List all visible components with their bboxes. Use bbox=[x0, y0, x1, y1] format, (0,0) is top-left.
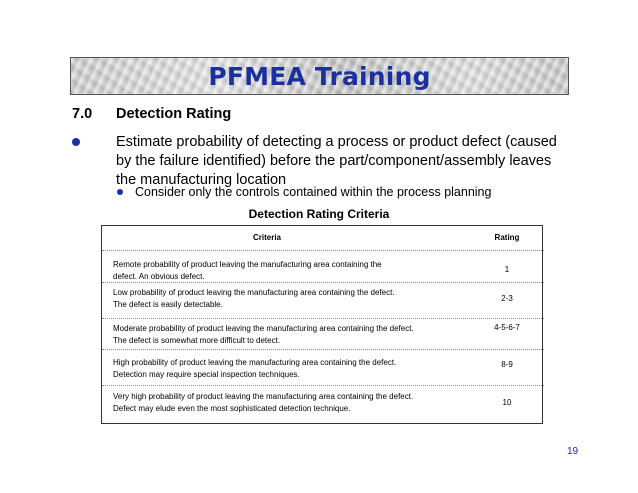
row-criteria-line1: Remote probability of product leaving the manufacturing area containing the bbox=[113, 260, 382, 269]
row-criteria bbox=[113, 323, 488, 347]
row-criteria-line1: Moderate probability of product leaving the manufacturing area containing the defect. bbox=[113, 324, 414, 333]
row-rating: 10 bbox=[502, 398, 512, 407]
row-divider bbox=[102, 318, 544, 319]
section-heading bbox=[72, 106, 231, 122]
main-bullet-text: Estimate probability of detecting a process or product defect (caused by the failure identified) before the part/component/assembly leaves the manufacturing location bbox=[116, 134, 557, 188]
row-divider bbox=[102, 385, 544, 386]
row-criteria-line1: Low probability of product leaving the manufacturing area containing the defect. bbox=[113, 288, 395, 297]
sub-bullet-text: Consider only the controls contained within the process planning bbox=[135, 185, 492, 199]
bullet-dot-icon bbox=[72, 138, 80, 146]
row-criteria bbox=[113, 391, 488, 415]
row-criteria bbox=[113, 357, 488, 381]
row-criteria-line2: Detection may require special inspection techniques. bbox=[113, 370, 300, 379]
row-criteria-line1: Very high probability of product leaving the manufacturing area containing the defect. bbox=[113, 392, 414, 401]
section-number: 7.0 bbox=[72, 106, 93, 122]
row-criteria bbox=[113, 287, 488, 311]
page-number: 19 bbox=[567, 446, 579, 457]
row-rating: 2-3 bbox=[501, 294, 513, 303]
row-divider bbox=[102, 349, 544, 350]
title-banner bbox=[70, 57, 569, 95]
row-criteria-line2: defect. An obvious defect. bbox=[113, 272, 205, 281]
table-header-row bbox=[102, 226, 542, 250]
row-criteria-line1: High probability of product leaving the manufacturing area containing the defect. bbox=[113, 358, 397, 367]
detection-rating-table bbox=[101, 225, 543, 424]
table-caption: Detection Rating Criteria bbox=[248, 207, 390, 221]
row-divider bbox=[102, 282, 544, 283]
row-rating: 8-9 bbox=[501, 360, 513, 369]
section-title: Detection Rating bbox=[116, 106, 232, 122]
header-criteria: Criteria bbox=[252, 233, 281, 242]
main-bullet bbox=[72, 133, 562, 190]
row-rating: 1 bbox=[504, 265, 510, 274]
row-criteria-line2: The defect is somewhat more difficult to detect. bbox=[113, 336, 281, 345]
row-criteria-line2: The defect is easily detectable. bbox=[113, 300, 223, 309]
slide-title: PFMEA Training bbox=[208, 61, 431, 91]
header-rating: Rating bbox=[494, 233, 520, 242]
row-rating: 4-5-6-7 bbox=[494, 323, 520, 332]
sub-bullet-dot-icon bbox=[117, 189, 123, 195]
row-criteria-line2: Defect may elude even the most sophisticated detection technique. bbox=[113, 404, 351, 413]
sub-bullet bbox=[117, 185, 491, 199]
row-criteria bbox=[113, 259, 488, 283]
row-divider bbox=[102, 250, 544, 251]
